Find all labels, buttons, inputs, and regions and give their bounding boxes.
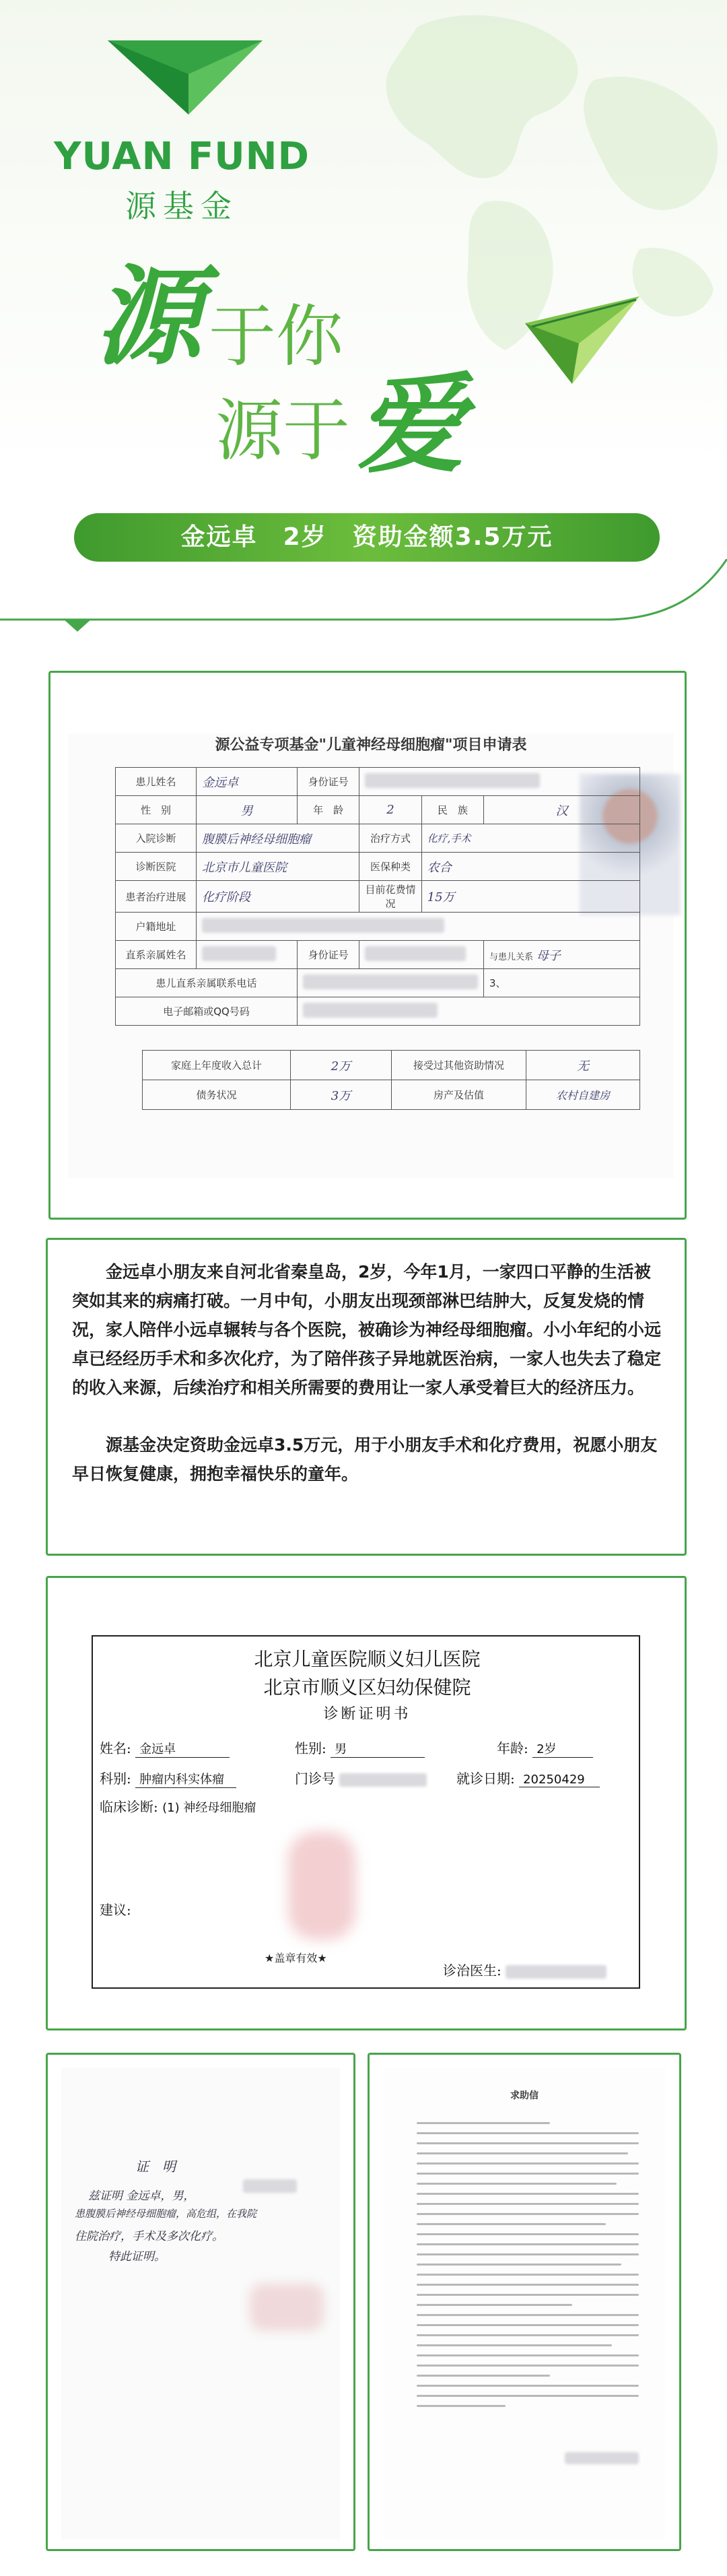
label-debt: 债务状况 (143, 1080, 291, 1110)
blurred-clinic-number (339, 1773, 427, 1787)
label-treatment: 治疗方式 (359, 824, 421, 853)
label-address: 户籍地址 (116, 913, 197, 941)
label-income: 家庭上年度收入总计 (143, 1051, 291, 1080)
diag-age-label: 年龄: (497, 1740, 528, 1756)
blurred-relative-id (365, 946, 466, 961)
label-cost: 目前花费情况 (359, 881, 421, 913)
diag-clinical-value: (1) 神经母细胞瘤 (162, 1801, 256, 1815)
beneficiary-banner: 金远卓 2岁 资助金额3.5万元 (74, 513, 660, 562)
value-gender: 男 (240, 803, 253, 818)
help-letter-image (383, 2068, 666, 2540)
label-phone: 患儿直系亲属联系电话 (116, 969, 298, 997)
diag-dept-row (100, 1768, 236, 1788)
value-age: 2 (386, 803, 394, 817)
note-line-2: 患腹膜后神经母细胞瘤，高危组，在我院 (75, 2208, 257, 2220)
story-paragraph-1: 金远卓小朋友来自河北省秦皇岛，2岁，今年1月，一家四口平静的生活被突如其来的病痛打破。一月中旬，小朋友出现颈部淋巴结肿大，反复发烧的情况，家人陪伴小远卓辗转与各个医院，被确诊为神经母细胞瘤。小小年纪的小远卓已经经历手术和多次化疗，为了陪伴孩子异地就医治病，一家人也失去了稳定的收入来源，后续治疗和相关所需要的费用让一家人承受着巨大的经济压力。 (72, 1262, 662, 1397)
diag-date-value: 20250429 (519, 1773, 600, 1787)
label-relation: 与患儿关系 (489, 952, 534, 962)
label-other-aid: 接受过其他资助情况 (392, 1051, 526, 1080)
header (0, 0, 727, 673)
diag-age-value: 2岁 (532, 1740, 593, 1758)
diag-date-row (456, 1768, 600, 1787)
slogan-line1-big: 源 (94, 253, 203, 380)
proof-note-image (61, 2068, 340, 2540)
diag-advice-label: 建议: (100, 1902, 131, 1918)
value-property: 农村自建房 (555, 1089, 610, 1102)
diag-stamp-note: ★盖章有效★ (265, 1952, 327, 1964)
value-treatment: 化疗,手术 (427, 832, 471, 845)
brand-name-en: YUAN FUND (53, 135, 310, 178)
blurred-note-field (243, 2179, 297, 2193)
blurred-stamp (288, 1832, 355, 1940)
slogan-line2-rest: 源于 (215, 391, 350, 470)
label-relative: 直系亲属姓名 (116, 941, 197, 969)
diagnosis-certificate-image (92, 1635, 640, 1989)
label-ethnicity: 民 族 (421, 796, 483, 824)
diag-name-row (100, 1738, 230, 1758)
paper-plane-logo-icon (108, 40, 263, 114)
diag-gender-row (295, 1738, 425, 1758)
story-paragraph-2: 源基金决定资助金远卓3.5万元，用于小朋友手术和化疗费用，祝愿小朋友早日恢复健康，拥抱幸福快乐的童年。 (72, 1435, 658, 1484)
label-property: 房产及估值 (392, 1080, 526, 1110)
diag-age-row (497, 1738, 593, 1758)
value-ethnicity: 汉 (555, 803, 568, 818)
value-admission: 腹膜后神经母细胞瘤 (202, 832, 311, 847)
blurred-doctor-name (506, 1965, 607, 1979)
wave-divider (0, 559, 727, 673)
value-debt: 3万 (331, 1088, 351, 1103)
note-line-4: 特此证明。 (108, 2250, 166, 2264)
letter-title: 求助信 (510, 2090, 539, 2101)
diag-hospital-2: 北京市顺义区妇幼保健院 (263, 1676, 471, 1698)
value-phone-suffix: 3、 (484, 969, 640, 997)
help-letter-card (368, 2053, 681, 2551)
blurred-phone (303, 975, 478, 989)
story-text (72, 1257, 664, 1517)
diag-clinical-label: 临床诊断: (100, 1799, 158, 1815)
value-name: 金远卓 (202, 775, 238, 790)
blurred-letter-signature (565, 2452, 639, 2464)
diag-name-value: 金远卓 (135, 1740, 230, 1758)
diag-clinical-row (100, 1796, 256, 1816)
diag-date-label: 就诊日期: (456, 1771, 515, 1787)
label-hospital: 诊断医院 (116, 853, 197, 881)
diagnosis-certificate-card (46, 1576, 687, 2030)
label-email: 电子邮箱或QQ号码 (116, 997, 298, 1026)
value-relation: 母子 (536, 948, 561, 963)
value-progress: 化疗阶段 (202, 890, 250, 904)
application-form-card (48, 671, 687, 1220)
diag-gender-value: 男 (331, 1740, 425, 1758)
application-form-image (68, 733, 674, 1178)
slogan-line2-big: 爱 (357, 361, 465, 488)
diag-dept-label: 科别: (100, 1771, 131, 1787)
story-card (46, 1238, 687, 1556)
diag-clinic-row (295, 1768, 427, 1787)
blurred-relative (202, 946, 276, 961)
diag-dept-value: 肿瘤内科实体瘤 (135, 1770, 236, 1788)
label-name: 患儿姓名 (116, 768, 197, 796)
label-progress: 患者治疗进展 (116, 881, 197, 913)
diag-doctor-row (443, 1960, 607, 1979)
letter-body-lines (417, 2122, 639, 2415)
diag-hospital-1: 北京儿童医院顺义妇儿医院 (254, 1648, 481, 1670)
value-cost: 15万 (427, 890, 455, 904)
label-gender: 性 别 (116, 796, 197, 824)
diag-doctor-label: 诊治医生: (443, 1962, 501, 1979)
form-table (115, 767, 640, 1026)
value-insurance: 农合 (427, 860, 452, 875)
finance-table (142, 1050, 640, 1110)
blurred-id (365, 773, 540, 788)
diag-name-label: 姓名: (100, 1740, 131, 1756)
form-title: 源公益专项基金"儿童神经母细胞瘤"项目申请表 (215, 737, 527, 754)
diag-clinic-label: 门诊号 (295, 1771, 335, 1787)
brand-name-cn: 源基金 (125, 188, 238, 224)
diag-gender-label: 性别: (295, 1740, 326, 1756)
slogan-line1-rest: 于你 (209, 297, 343, 376)
diag-doc-title: 诊断证明书 (323, 1706, 411, 1723)
blurred-address (202, 918, 444, 933)
label-age: 年 龄 (298, 796, 359, 824)
label-relative-id: 身份证号 (298, 941, 359, 969)
label-id: 身份证号 (298, 768, 359, 796)
paper-plane-icon (525, 296, 639, 384)
proof-note-card (46, 2053, 355, 2551)
slogan (94, 253, 512, 498)
note-line-1: 兹证明 金远卓，男， (88, 2189, 195, 2203)
label-admission: 入院诊断 (116, 824, 197, 853)
blurred-email (303, 1003, 438, 1018)
value-hospital: 北京市儿童医院 (202, 860, 287, 875)
note-line-3: 住院治疗，手术及多次化疗。 (75, 2230, 223, 2243)
value-income: 2万 (331, 1059, 351, 1074)
yuan-fund-logo (40, 40, 323, 222)
value-other-aid: 无 (577, 1059, 589, 1074)
label-insurance: 医保种类 (359, 853, 421, 881)
note-title: 证 明 (135, 2158, 176, 2175)
blurred-signature (250, 2284, 324, 2331)
